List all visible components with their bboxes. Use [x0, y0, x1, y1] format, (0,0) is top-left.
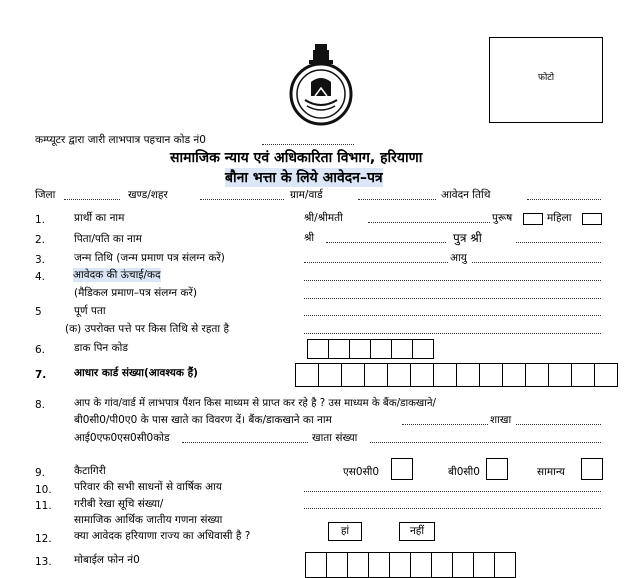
- address-field[interactable]: [304, 315, 601, 316]
- district-label: जिला: [35, 189, 56, 201]
- female-label: महिला: [547, 212, 572, 224]
- haryana-emblem: [285, 42, 357, 130]
- field-5-num: 5: [35, 306, 42, 318]
- field-8-line1: आप के गांव/वार्ड में लाभपात्र पैंशन किस माध्यम से प्राप्त कर रहे है ? उस माध्यम के बैंक/डाकखाने/: [74, 398, 436, 409]
- block-label: खण्ड/शहर: [128, 189, 168, 201]
- field-1-prefix: श्री/श्रीमती: [304, 212, 343, 224]
- bc-checkbox[interactable]: [486, 458, 508, 480]
- account-label: खाता संख्या: [312, 432, 358, 444]
- ifsc-label: आई0एफ0एस0सी0कोड: [74, 432, 170, 444]
- field-2-label: पिता/पति का नाम: [74, 233, 142, 245]
- field-4-label: आवेदक की ऊंचाई/कद: [73, 269, 161, 281]
- medical-field[interactable]: [304, 298, 601, 299]
- field-1-label: प्रार्थी का नाम: [74, 212, 125, 224]
- father-name-field[interactable]: [326, 242, 446, 243]
- son-of-field[interactable]: [516, 242, 601, 243]
- female-checkbox[interactable]: [582, 213, 602, 225]
- bank-name-field[interactable]: [402, 424, 488, 425]
- field-4-num: 4.: [35, 271, 46, 283]
- mobile-boxes[interactable]: [305, 552, 515, 578]
- field-6-label: डाक पिन कोड: [74, 342, 128, 354]
- date-field[interactable]: [527, 199, 601, 200]
- field-5-label: पूर्ण पता: [74, 305, 106, 317]
- field-11-sub: सामाजिक आर्थिक जातीय गणना संख्या: [74, 514, 223, 526]
- computer-code-field[interactable]: [262, 144, 354, 145]
- general-label: सामान्य: [537, 466, 566, 478]
- field-9-num: 9.: [35, 467, 46, 479]
- field-3-label: जन्म तिथि (जन्म प्रमाण पत्र संलग्न करें): [74, 252, 225, 264]
- field-11-num: 11.: [35, 500, 52, 512]
- residence-date-field[interactable]: [304, 333, 601, 334]
- bpl-field[interactable]: [304, 508, 601, 509]
- sc-label: एस0सी0: [343, 466, 380, 478]
- income-field[interactable]: [304, 491, 601, 492]
- bc-label: बी0सी0: [448, 466, 480, 478]
- no-button[interactable]: नहीं: [399, 522, 435, 541]
- account-field[interactable]: [370, 442, 601, 443]
- field-10-num: 10.: [35, 484, 52, 496]
- field-7-num: 7.: [35, 369, 47, 381]
- aadhaar-boxes[interactable]: [295, 363, 617, 387]
- field-8-line2: बी0सी0/पी0ए0 के पास खाते का विवरण दें। बैंक/डाकखाने का नाम: [74, 414, 332, 426]
- district-field[interactable]: [64, 199, 120, 200]
- field-12-label: क्या आवेदक हरियाणा राज्य का अधिवासी है ?: [74, 530, 251, 542]
- field-3-num: 3.: [35, 254, 46, 266]
- field-5-sub: (क) उपरोक्त पत्ते पर किस तिथि से रहता है: [65, 323, 230, 335]
- form-title: बौना भत्ता के लिये आवेदन–पत्र: [225, 170, 383, 186]
- field-13-label: मोबाईल फोन नं0: [74, 554, 140, 566]
- male-checkbox[interactable]: [523, 213, 543, 225]
- branch-field[interactable]: [516, 424, 601, 425]
- department-title: सामाजिक न्याय एवं अधिकारिता विभाग, हरियाणा: [170, 150, 423, 166]
- age-field[interactable]: [472, 262, 601, 263]
- computer-code-label: कम्प्यूटर द्वारा जारी लाभपात्र पहचान कोड नं0: [35, 134, 206, 146]
- village-field[interactable]: [358, 199, 436, 200]
- field-11-label: गरीबी रेखा सूचि संख्या/: [74, 498, 164, 510]
- age-label: आयु: [450, 252, 467, 264]
- son-of-label: पुत्र श्री: [453, 231, 482, 245]
- date-label: आवेदन तिथि: [441, 189, 491, 201]
- field-1-num: 1.: [35, 214, 46, 226]
- field-8-num: 8.: [35, 399, 46, 411]
- dob-field[interactable]: [304, 262, 448, 263]
- village-label: ग्राम/वार्ड: [290, 189, 323, 201]
- field-13-num: 13.: [35, 556, 52, 568]
- field-6-num: 6.: [35, 344, 46, 356]
- branch-label: शाखा: [490, 414, 512, 426]
- height-field[interactable]: [304, 280, 601, 281]
- field-2-prefix: श्री: [304, 232, 315, 244]
- block-field[interactable]: [200, 199, 284, 200]
- field-9-label: कैटागिरी: [74, 465, 106, 477]
- field-12-num: 12.: [35, 533, 52, 545]
- field-7-label: आधार कार्ड संख्या(आवश्यक हैं): [74, 367, 198, 379]
- field-2-num: 2.: [35, 234, 46, 246]
- ifsc-field[interactable]: [182, 442, 308, 443]
- yes-button[interactable]: हां: [328, 522, 362, 541]
- field-4-sub: (मैडिकल प्रमाण–पत्र संलग्न करें): [74, 287, 197, 299]
- pin-code-boxes[interactable]: [307, 339, 433, 359]
- male-label: पुरूष: [492, 212, 513, 224]
- sc-checkbox[interactable]: [391, 458, 413, 480]
- photo-label: फोटो: [538, 73, 555, 83]
- general-checkbox[interactable]: [581, 458, 603, 480]
- field-10-label: परिवार की सभी साधनों से वार्षिक आय: [74, 481, 222, 493]
- applicant-name-field[interactable]: [368, 222, 490, 223]
- photo-box[interactable]: [489, 37, 603, 123]
